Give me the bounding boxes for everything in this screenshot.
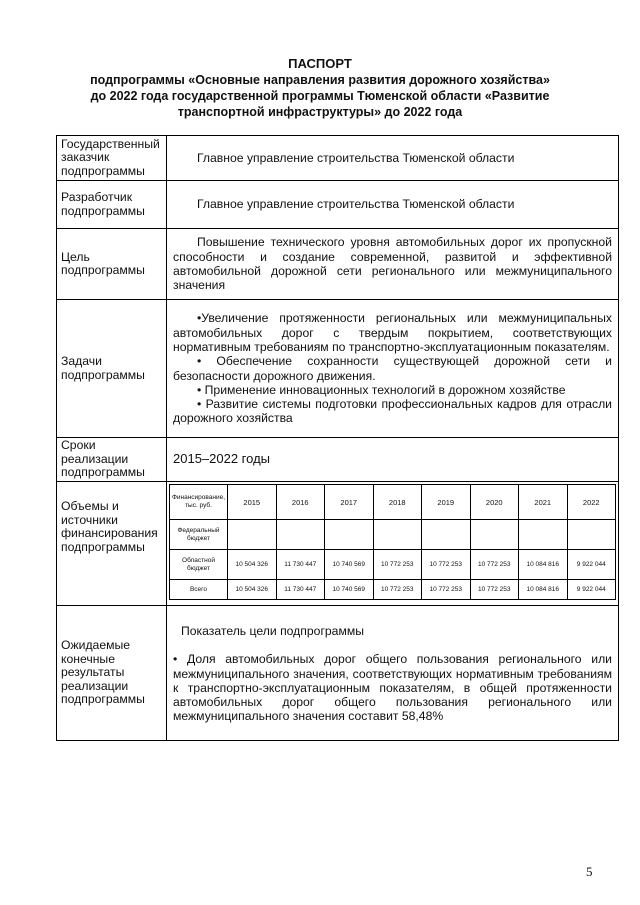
funding-cell: 10 740 569	[325, 550, 374, 580]
passport-table	[56, 135, 619, 741]
year-header: 2022	[567, 485, 616, 520]
row-customer	[57, 136, 619, 181]
tasks-value	[167, 300, 619, 438]
results-label: Ожидаемые конечные результаты реализации подпрограммы	[57, 606, 167, 741]
row-developer	[57, 181, 619, 229]
year-header: 2016	[276, 485, 325, 520]
subprogram-title-line-3: транспортной инфраструктуры» до 2022 года	[177, 105, 463, 119]
funding-cell: 10 772 253	[373, 550, 422, 580]
row-results	[57, 606, 619, 741]
goal-label: Цель подпрограммы	[57, 229, 167, 300]
funding-cell: 11 730 447	[276, 550, 325, 580]
goal-value	[167, 229, 619, 300]
funding-source-label: Областной бюджет	[170, 550, 228, 580]
funding-cell: 11 730 447	[276, 580, 325, 600]
row-terms	[57, 438, 619, 482]
funding-cell	[276, 520, 325, 550]
year-header: 2015	[228, 485, 277, 520]
funding-cell: 10 084 816	[519, 580, 568, 600]
page-number: 5	[586, 864, 593, 879]
year-header: 2019	[422, 485, 471, 520]
passport-title: ПАСПОРТ	[288, 56, 352, 71]
year-header: 2018	[373, 485, 422, 520]
funding-cell	[228, 520, 277, 550]
tasks-label: Задачи подпрограммы	[57, 300, 167, 438]
funding-header-label: Финансирование, тыс. руб.	[170, 485, 228, 520]
developer-label: Разработчик подпрограммы	[57, 181, 167, 229]
task-item: • Применение инновационных технологий в дорожном хозяйстве	[197, 382, 566, 397]
task-item: • Обеспечение сохранности существующей дорожной сети и безопасности дорожного движения.	[173, 354, 612, 383]
funding-cell	[422, 520, 471, 550]
subprogram-title-line-2: до 2022 года государственной программы Тюменской области «Развитие	[90, 89, 550, 103]
goal-text: Повышение технического уровня автомобильных дорог их пропускной способности и создание современной, развитой и эффективной автомобильной дорожной сети регионального или межмуниципального значения	[173, 235, 612, 293]
year-header: 2020	[470, 485, 519, 520]
funding-cell	[373, 520, 422, 550]
row-tasks	[57, 300, 619, 438]
funding-cell: 10 772 253	[373, 580, 422, 600]
funding-header-row	[170, 485, 616, 520]
terms-label: Сроки реализации подпрограммы	[57, 438, 167, 482]
funding-row-total	[170, 580, 616, 600]
funding-cell: 10 504 326	[228, 550, 277, 580]
developer-value: Главное управление строительства Тюменской области	[167, 181, 619, 229]
customer-label: Государственный заказчик подпрограммы	[57, 136, 167, 181]
row-goal	[57, 229, 619, 300]
funding-table	[169, 484, 616, 600]
funding-value	[167, 482, 619, 606]
subprogram-title-line-1: подпрограммы «Основные направления развития дорожного хозяйства»	[90, 73, 550, 87]
funding-label: Объемы и источники финансирования подпрограммы	[57, 482, 167, 606]
funding-cell: 10 772 253	[470, 550, 519, 580]
funding-cell: 10 740 569	[325, 580, 374, 600]
customer-value: Главное управление строительства Тюменской области	[167, 136, 619, 181]
terms-value: 2015–2022 годы	[167, 438, 619, 482]
results-text: • Доля автомобильных дорог общего пользования регионального или межмуниципального значения, соответствующих нормативным требованиям к транспортно-эксплуатационным показателям, в общей протяженности автомобильных дорог общего пользования регионального или межмуниципального значения составит 58,48%	[173, 652, 612, 724]
funding-source-label: Всего	[170, 580, 228, 600]
task-item: •Увеличение протяженности региональных или межмуниципальных автомобильных дорог с твердым покрытием, соответствующих нормативным требованиям по транспортно-эксплуатационным показателям.	[173, 311, 612, 354]
row-funding	[57, 482, 619, 606]
funding-cell: 9 922 044	[567, 580, 616, 600]
funding-cell: 10 772 253	[422, 580, 471, 600]
funding-row-federal	[170, 520, 616, 550]
funding-cell: 10 084 816	[519, 550, 568, 580]
funding-cell	[325, 520, 374, 550]
results-subtitle: Показатель цели подпрограммы	[181, 624, 364, 638]
funding-cell: 10 504 326	[228, 580, 277, 600]
funding-cell: 10 772 253	[470, 580, 519, 600]
funding-source-label: Федеральный бюджет	[170, 520, 228, 550]
year-header: 2021	[519, 485, 568, 520]
funding-cell	[470, 520, 519, 550]
year-header: 2017	[325, 485, 374, 520]
funding-row-regional	[170, 550, 616, 580]
funding-cell: 9 922 044	[567, 550, 616, 580]
task-item: • Развитие системы подготовки профессиональных кадров для отрасли дорожного хозяйства	[173, 397, 612, 426]
funding-cell: 10 772 253	[422, 550, 471, 580]
funding-cell	[567, 520, 616, 550]
results-value	[167, 606, 619, 741]
funding-cell	[519, 520, 568, 550]
